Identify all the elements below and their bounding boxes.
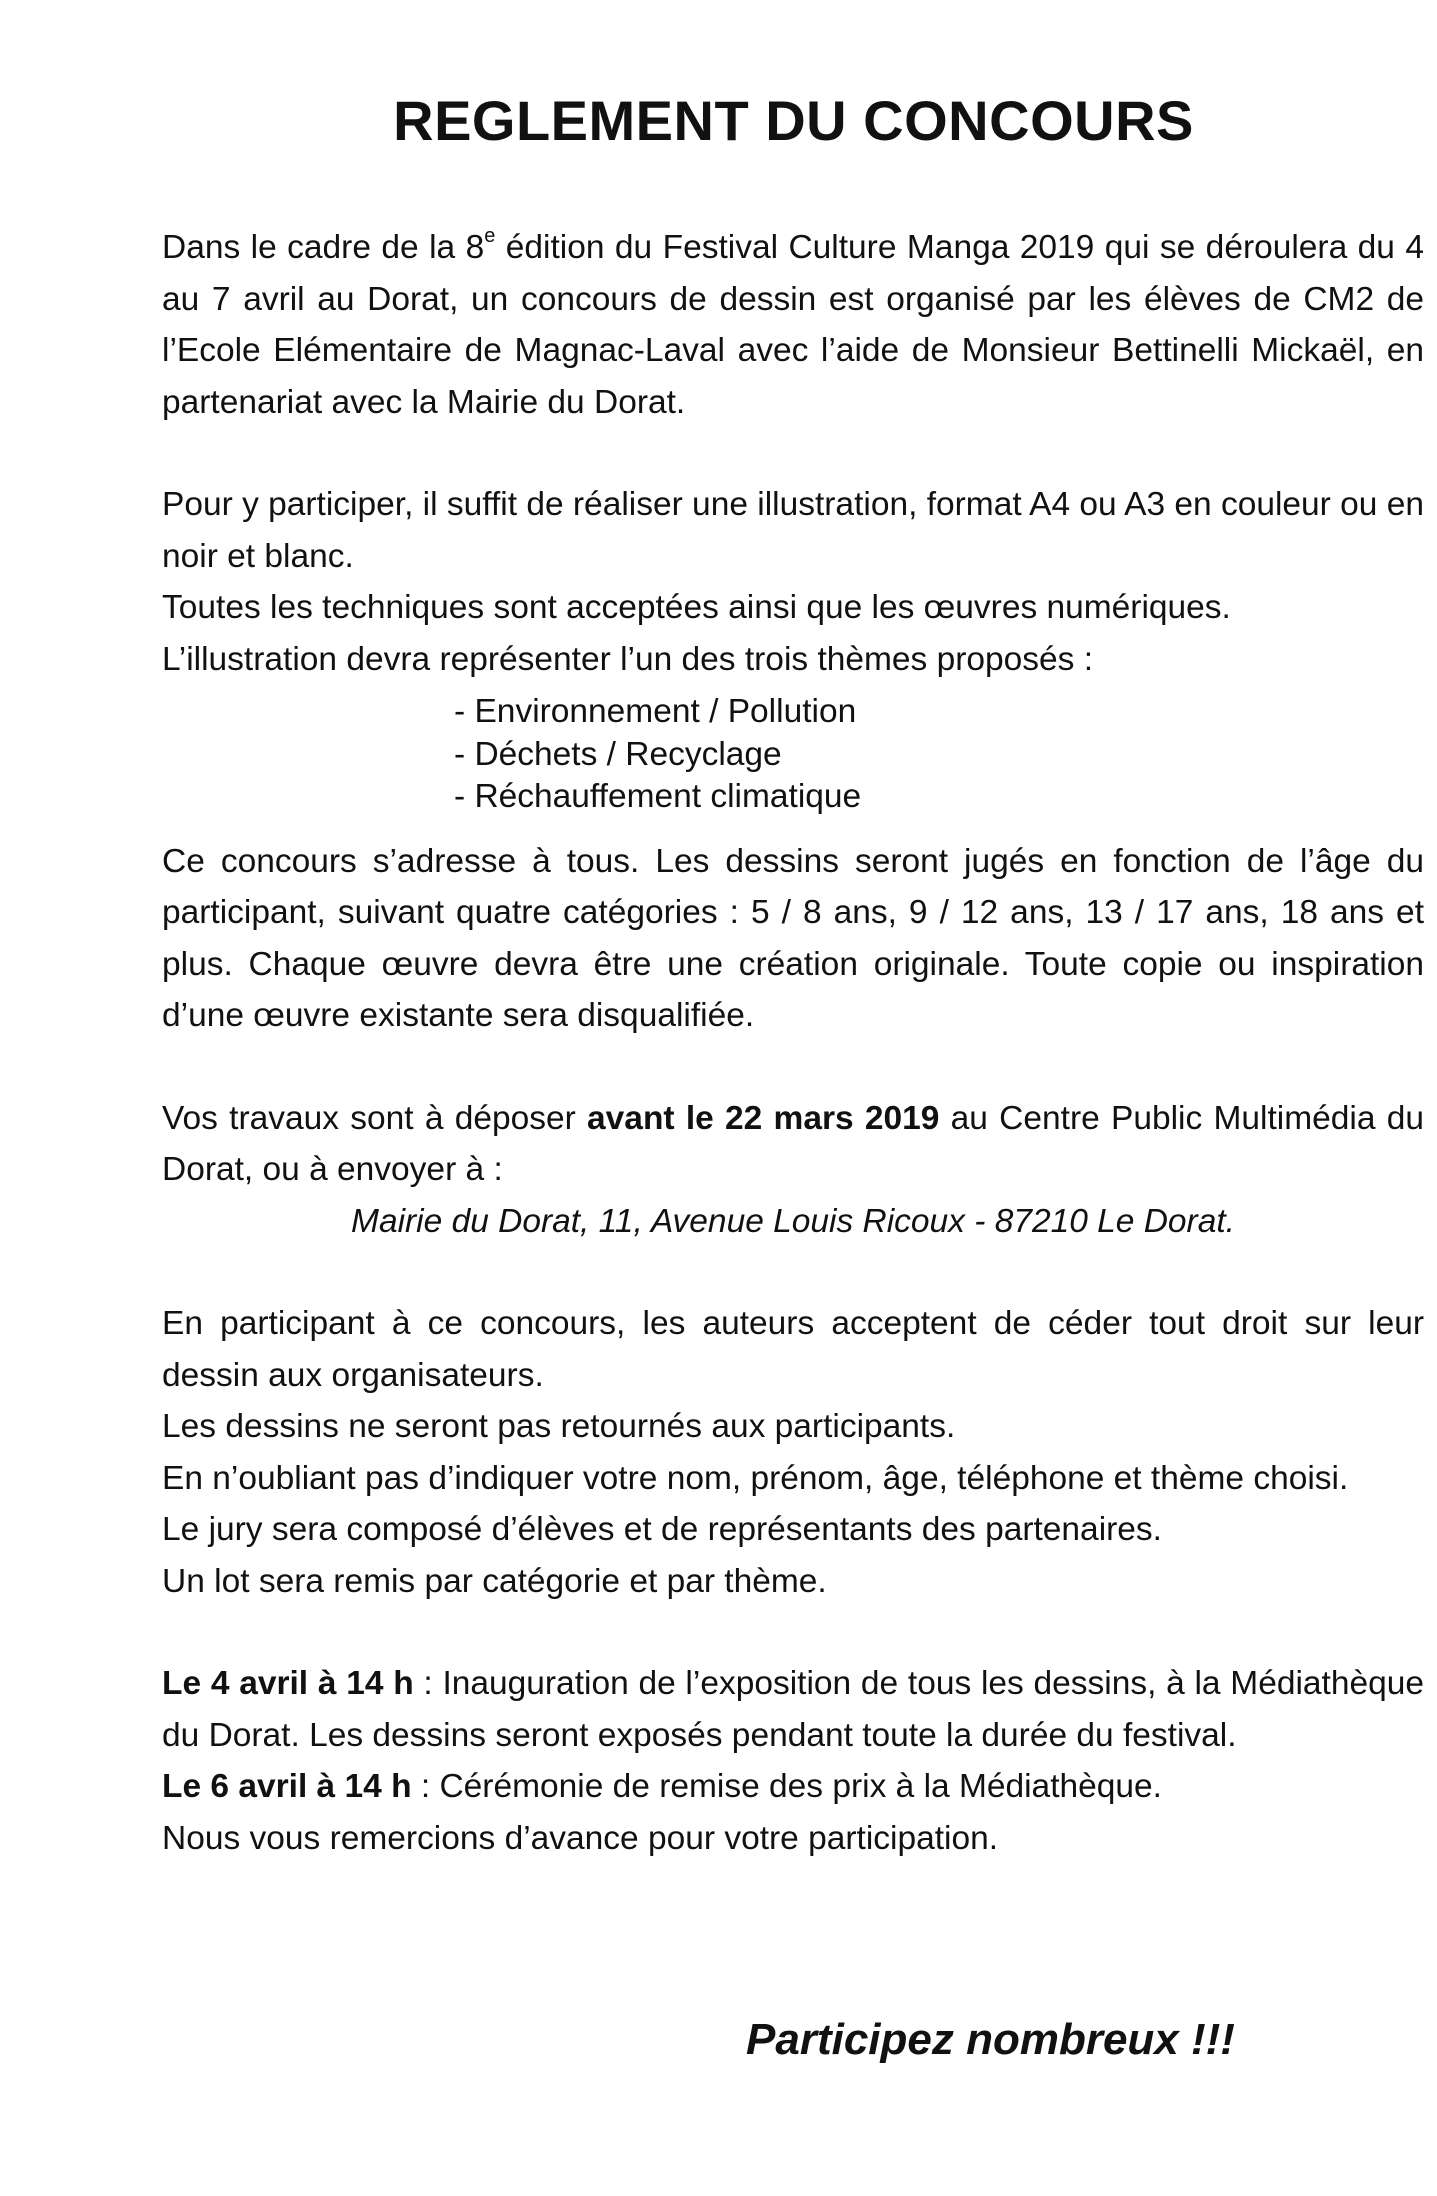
deadline-paragraph [162,1093,1424,1196]
condition-item: Les dessins ne seront pas retournés aux participants. [162,1408,956,1445]
intro-text-start: Dans le cadre de la 8 [162,229,485,266]
theme-item: - Déchets / Recyclage [454,735,782,773]
theme-item: - Environnement / Pollution [454,693,857,730]
condition-item: Un lot sera remis par catégorie et par thème. [162,1562,827,1600]
deadline-date: avant le 22 mars 2019 [587,1099,940,1137]
event-description: : Inauguration de l’exposition de tous les dessins, à la Médiathèque du Dorat. Les dessins seront exposés pendant toute la durée du festival. [162,1665,1424,1754]
deadline-text-end: au Centre Public Multimédia du Dorat, ou à envoyer à : [162,1099,1424,1188]
event-date: Le 6 avril à 14 h [162,1768,412,1805]
themes-intro: L’illustration devra représenter l’un des trois thèmes proposés : [162,640,1094,678]
condition-item: Le jury sera composé d’élèves et de représentants des partenaires. [162,1511,1162,1548]
event-prize-ceremony [162,1761,1424,1813]
event-date: Le 4 avril à 14 h [162,1665,414,1702]
condition-item: En participant à ce concours, les auteurs acceptent de céder tout droit sur leur dessin aux organisateurs. [162,1305,1424,1394]
audience-paragraph: Ce concours s’adresse à tous. Les dessins seront jugés en fonction de l’âge du participant, suivant quatre catégories : 5 / 8 ans, 9 / 12 ans, 13 / 17 ans, 18 ans et plus. Chaque œuvre devra être une création originale. Toute copie ou inspiration d’une œuvre existante sera disqualifiée. [162,842,1424,1034]
event-inauguration [162,1658,1424,1761]
page-title: REGLEMENT DU CONCOURS [393,89,1194,152]
deadline-text-start: Vos travaux sont à déposer [162,1099,588,1137]
techniques-paragraph: Toutes les techniques sont acceptées ainsi que les œuvres numériques. [162,589,1231,626]
mailing-address: Mairie du Dorat, 11, Avenue Louis Ricoux - 87210 Le Dorat. [351,1202,1235,1240]
closing-call-to-action: Participez nombreux !!! [746,2015,1235,2064]
intro-text-rest: édition du Festival Culture Manga 2019 qui se déroulera du 4 au 7 avril au Dorat, un concours de dessin est organisé par les élèves de CM2 de l’Ecole Elémentaire de Magnac-Laval avec l’aide de Monsieur Bettinelli Mickaël, en partenariat avec la Mairie du Dorat. [162,229,1424,421]
intro-paragraph [162,222,1424,428]
ordinal-superscript: e [484,225,496,247]
condition-item: En n’oubliant pas d’indiquer votre nom, prénom, âge, téléphone et thème choisi. [162,1459,1349,1497]
themes-list [454,691,1424,819]
participation-paragraph: Pour y participer, il suffit de réaliser une illustration, format A4 ou A3 en couleur ou en noir et blanc. [162,486,1424,575]
document-body [162,222,1424,1864]
theme-item: - Réchauffement climatique [454,778,862,815]
thanks-line: Nous vous remercions d’avance pour votre participation. [162,1819,999,1857]
event-description: : Cérémonie de remise des prix à la Médiathèque. [411,1768,1162,1805]
